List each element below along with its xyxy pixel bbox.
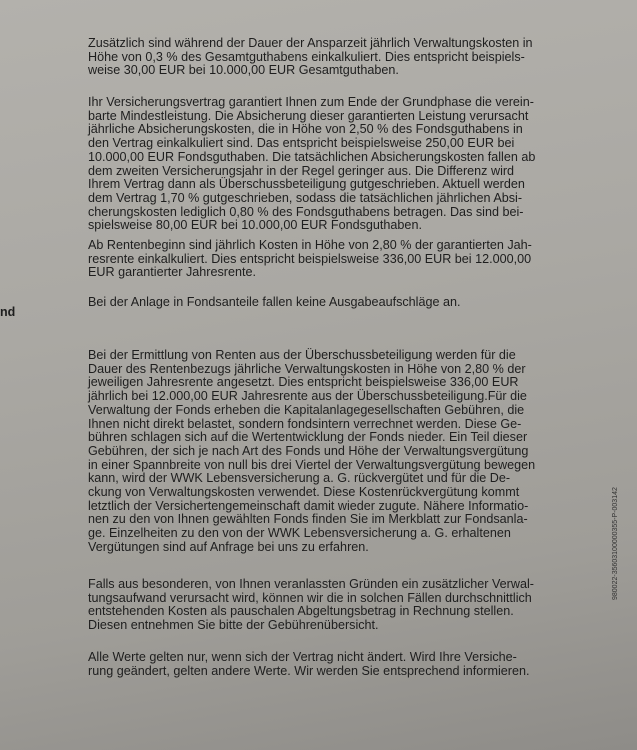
text-line: letztlich der Versichertengemeinschaft damit wieder zugute. Nähere Informatio- xyxy=(88,498,529,513)
text-line: weise 30,00 EUR bei 10.000,00 EUR Gesamtguthaben. xyxy=(88,63,399,78)
text-line: Ab Rentenbeginn sind jährlich Kosten in Höhe von 2,80 % der garantierten Jah- xyxy=(88,238,532,252)
text-line: dem zweiten Versicherungsjahr in der Regel geringer aus. Die Differenz wird xyxy=(88,163,515,178)
paragraph-additional-costs xyxy=(88,578,558,633)
text-line: Dauer des Rentenbezugs jährliche Verwaltungskosten in Höhe von 2,80 % der xyxy=(88,361,526,376)
paragraph-no-front-load xyxy=(88,296,558,310)
text-line: resrente einkalkuliert. Dies entspricht beispielsweise 336,00 EUR bei 12.000,00 xyxy=(88,251,532,266)
text-line: Ihrem Vertrag dann als Überschussbeteiligung gutgeschrieben. Aktuell werden xyxy=(88,177,525,192)
text-line: Gebühren, der sich je nach Art des Fonds und Höhe der Verwaltungsvergütung xyxy=(88,443,529,458)
text-line: Verwaltung der Fonds erheben die Kapitalanlagegesellschaften Gebühren, die xyxy=(88,402,525,417)
paragraph-values-note xyxy=(88,651,558,678)
text-line: nen zu den von Ihnen gewählten Fonds finden Sie im Merkblatt zur Fondsanla- xyxy=(88,512,528,527)
text-line: jährlich bei 12.000,00 EUR Jahresrente aus der Überschussbeteiligung.Für die xyxy=(88,389,527,404)
text-line: Ihnen nicht direkt belastet, sondern fondsintern verrechnet werden. Diese Ge- xyxy=(88,416,522,431)
text-line: Falls aus besonderen, von Ihnen veranlassten Gründen ein zusätzlicher Verwal- xyxy=(88,577,534,591)
text-line: in einer Spannbreite von null bis drei Viertel der Verwaltungsvergütung bewegen xyxy=(88,457,536,472)
text-line: kann, wird der WWK Lebensversicherung a. G. rückvergütet und für die De- xyxy=(88,471,511,486)
text-line: Ihr Versicherungsvertrag garantiert Ihnen zum Ende der Grundphase die verein- xyxy=(88,95,534,109)
text-line: ckung von Verwaltungskosten verwendet. Diese Kostenrückvergütung kommt xyxy=(88,485,520,500)
text-line: Vergütungen sind auf Anfrage bei uns zu erfahren. xyxy=(88,539,369,554)
text-line: dem Vertrag 1,70 % gutgeschrieben, sodass die tatsächlichen jährlichen Absi- xyxy=(88,190,523,205)
text-line: den Vertrag einkalkuliert sind. Das entspricht beispielsweise 250,00 EUR bei xyxy=(88,136,515,151)
text-line: spielsweise 80,00 EUR bei 10.000,00 EUR Fondsguthaben. xyxy=(88,218,422,233)
text-line: cherungskosten lediglich 0,80 % des Fondsguthabens betragen. Das sind bei- xyxy=(88,204,524,219)
document-reference-code: 980022-35603100000355-P-003142 xyxy=(612,487,619,600)
paragraph-administration-costs xyxy=(88,37,558,78)
text-line: jeweiligen Jahresrente angesetzt. Dies entspricht beispielsweise 336,00 EUR xyxy=(88,375,519,390)
text-line: barte Mindestleistung. Die Absicherung dieser garantierten Leistung verursacht xyxy=(88,108,529,123)
text-line: entstehenden Kosten als pauschalen Abgeltungsbetrag in Rechnung stellen. xyxy=(88,604,514,619)
text-line: Höhe von 0,3 % des Gesamtguthabens einkalkuliert. Dies entspricht beispiels- xyxy=(88,49,525,64)
paragraph-fund-fees xyxy=(88,349,558,555)
text-line: ge. Einzelheiten zu den von der WWK Lebensversicherung a. G. erhaltenen xyxy=(88,526,511,541)
text-line: Bei der Anlage in Fondsanteile fallen keine Ausgabeaufschläge an. xyxy=(88,295,461,309)
text-line: bühren schlagen sich auf die Wertentwicklung der Fonds nieder. Ein Teil dieser xyxy=(88,430,528,445)
text-line: rung geändert, gelten andere Werte. Wir werden Sie entsprechend informieren. xyxy=(88,663,530,678)
text-line: Bei der Ermittlung von Renten aus der Überschussbeteiligung werden für die xyxy=(88,348,516,362)
paragraph-guarantee-costs xyxy=(88,96,558,233)
text-line: jährliche Absicherungskosten, die in Höhe von 2,50 % des Fondsguthabens in xyxy=(88,122,523,137)
margin-text-fragment: nd xyxy=(0,305,16,319)
text-line: Zusätzlich sind während der Dauer der Ansparzeit jährlich Verwaltungskosten in xyxy=(88,36,533,50)
text-line: Diesen entnehmen Sie bitte der Gebührenübersicht. xyxy=(88,618,379,633)
paragraph-pension-costs xyxy=(88,239,558,280)
text-line: EUR garantierter Jahresrente. xyxy=(88,265,256,280)
text-line: tungsaufwand verursacht wird, können wir die in solchen Fällen durchschnittlich xyxy=(88,590,532,605)
text-line: 10.000,00 EUR Fondsguthaben. Die tatsächlichen Absicherungskosten fallen ab xyxy=(88,149,536,164)
text-line: Alle Werte gelten nur, wenn sich der Vertrag nicht ändert. Wird Ihre Versiche- xyxy=(88,650,517,664)
